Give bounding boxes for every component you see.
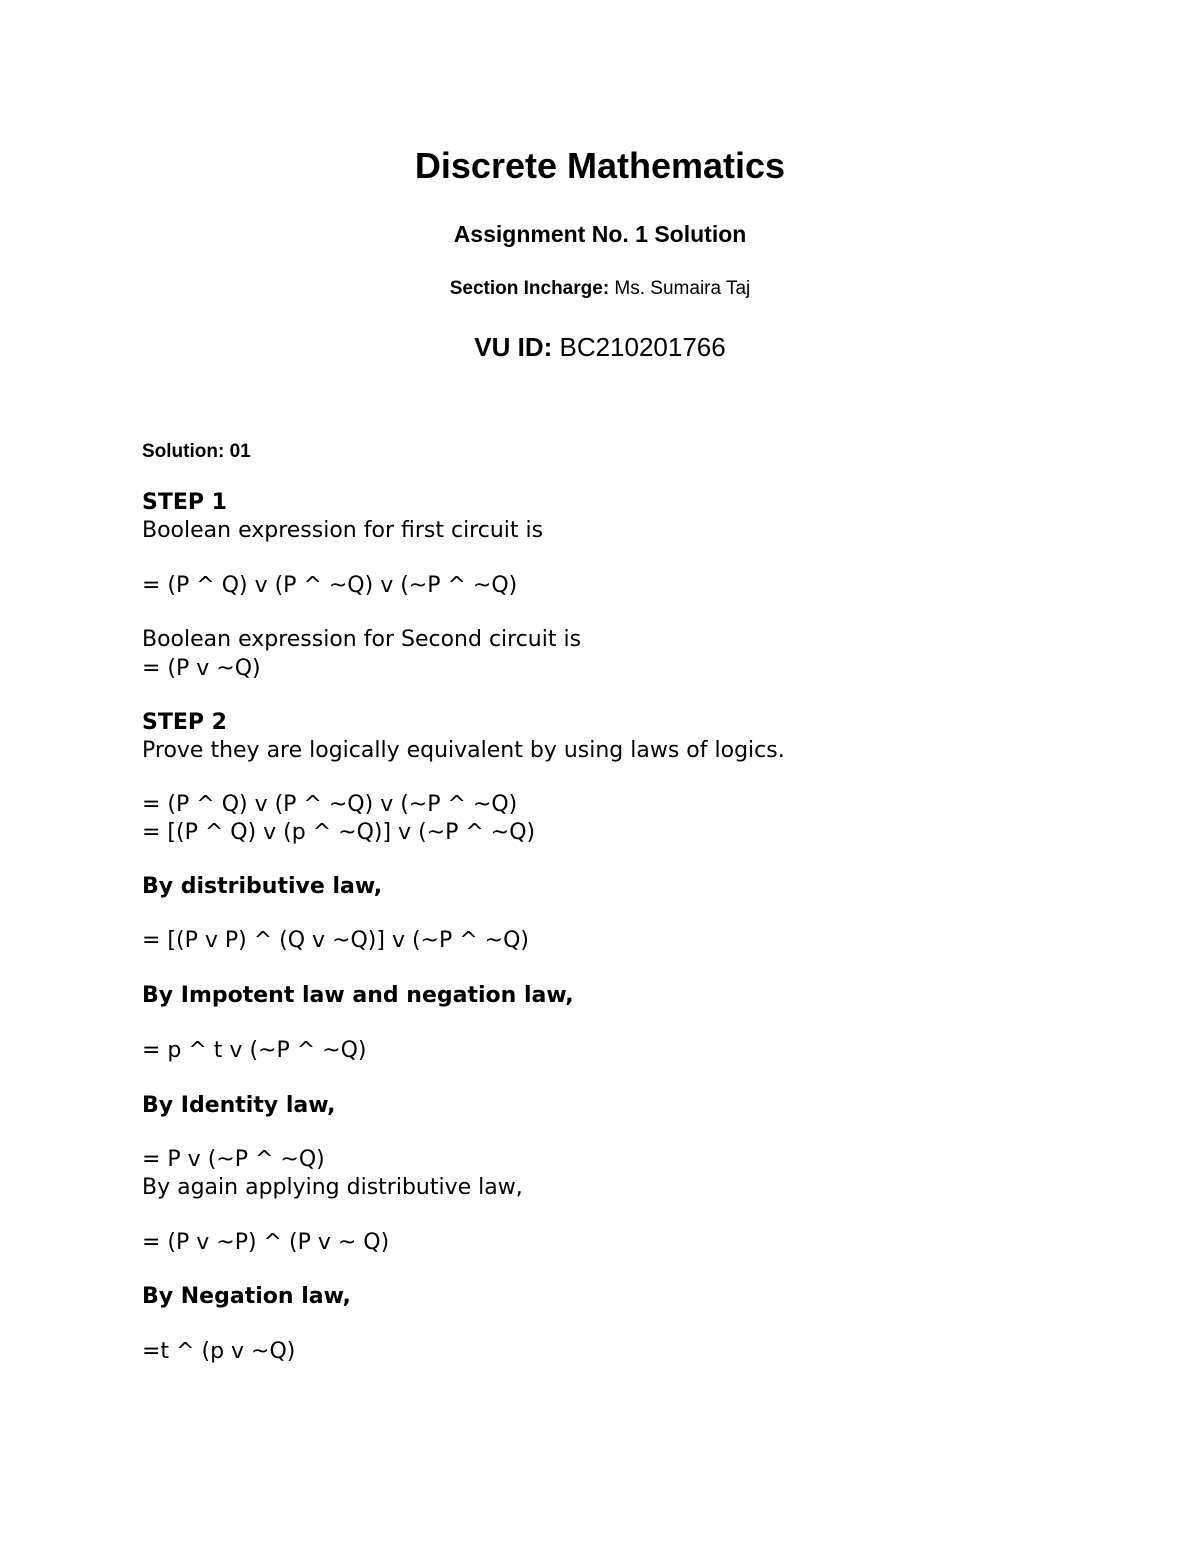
vu-id-label: VU ID: [474, 332, 553, 362]
step1-heading: STEP 1 [142, 490, 227, 515]
step1-text-first: Boolean expression for first circuit is [142, 518, 544, 543]
vu-id [0, 330, 1200, 364]
step2-expression-1: = (P ^ Q) v (P ^ ~Q) v (~P ^ ~Q) [142, 792, 518, 817]
distributive-again-note: By again applying distributive law, [142, 1175, 523, 1200]
step2-heading: STEP 2 [142, 710, 227, 735]
identity-law-expression: = P v (~P ^ ~Q) [142, 1147, 325, 1172]
section-incharge-label: Section Incharge: [449, 278, 610, 299]
distributive-law-expression: = [(P v P) ^ (Q v ~Q)] v (~P ^ ~Q) [142, 928, 529, 953]
assignment-title: Assignment No. 1 Solution [453, 221, 747, 247]
step2-text: Prove they are logically equivalent by using laws of logics. [142, 738, 785, 763]
distributive-law-heading: By distributive law, [142, 874, 383, 899]
impotent-law-heading: By Impotent law and negation law, [142, 983, 574, 1008]
section-incharge-value: Ms. Sumaira Taj [609, 278, 751, 299]
step1-expression-first: = (P ^ Q) v (P ^ ~Q) v (~P ^ ~Q) [142, 573, 518, 598]
document-title: Discrete Mathematics [414, 145, 786, 186]
step1-expression-second: = (P v ~Q) [142, 656, 261, 681]
identity-law-heading: By Identity law, [142, 1093, 336, 1118]
solution-label: Solution: 01 [142, 441, 251, 462]
impotent-law-expression: = p ^ t v (~P ^ ~Q) [142, 1038, 367, 1063]
distributive-again-expression: = (P v ~P) ^ (P v ~ Q) [142, 1230, 390, 1255]
section-incharge [0, 276, 1200, 302]
step2-expression-2: = [(P ^ Q) v (p ^ ~Q)] v (~P ^ ~Q) [142, 820, 536, 845]
step1-text-second: Boolean expression for Second circuit is [142, 627, 582, 652]
negation-law-expression: =t ^ (p v ~Q) [142, 1339, 296, 1364]
vu-id-value: BC210201766 [552, 332, 726, 362]
negation-law-heading: By Negation law, [142, 1284, 351, 1309]
